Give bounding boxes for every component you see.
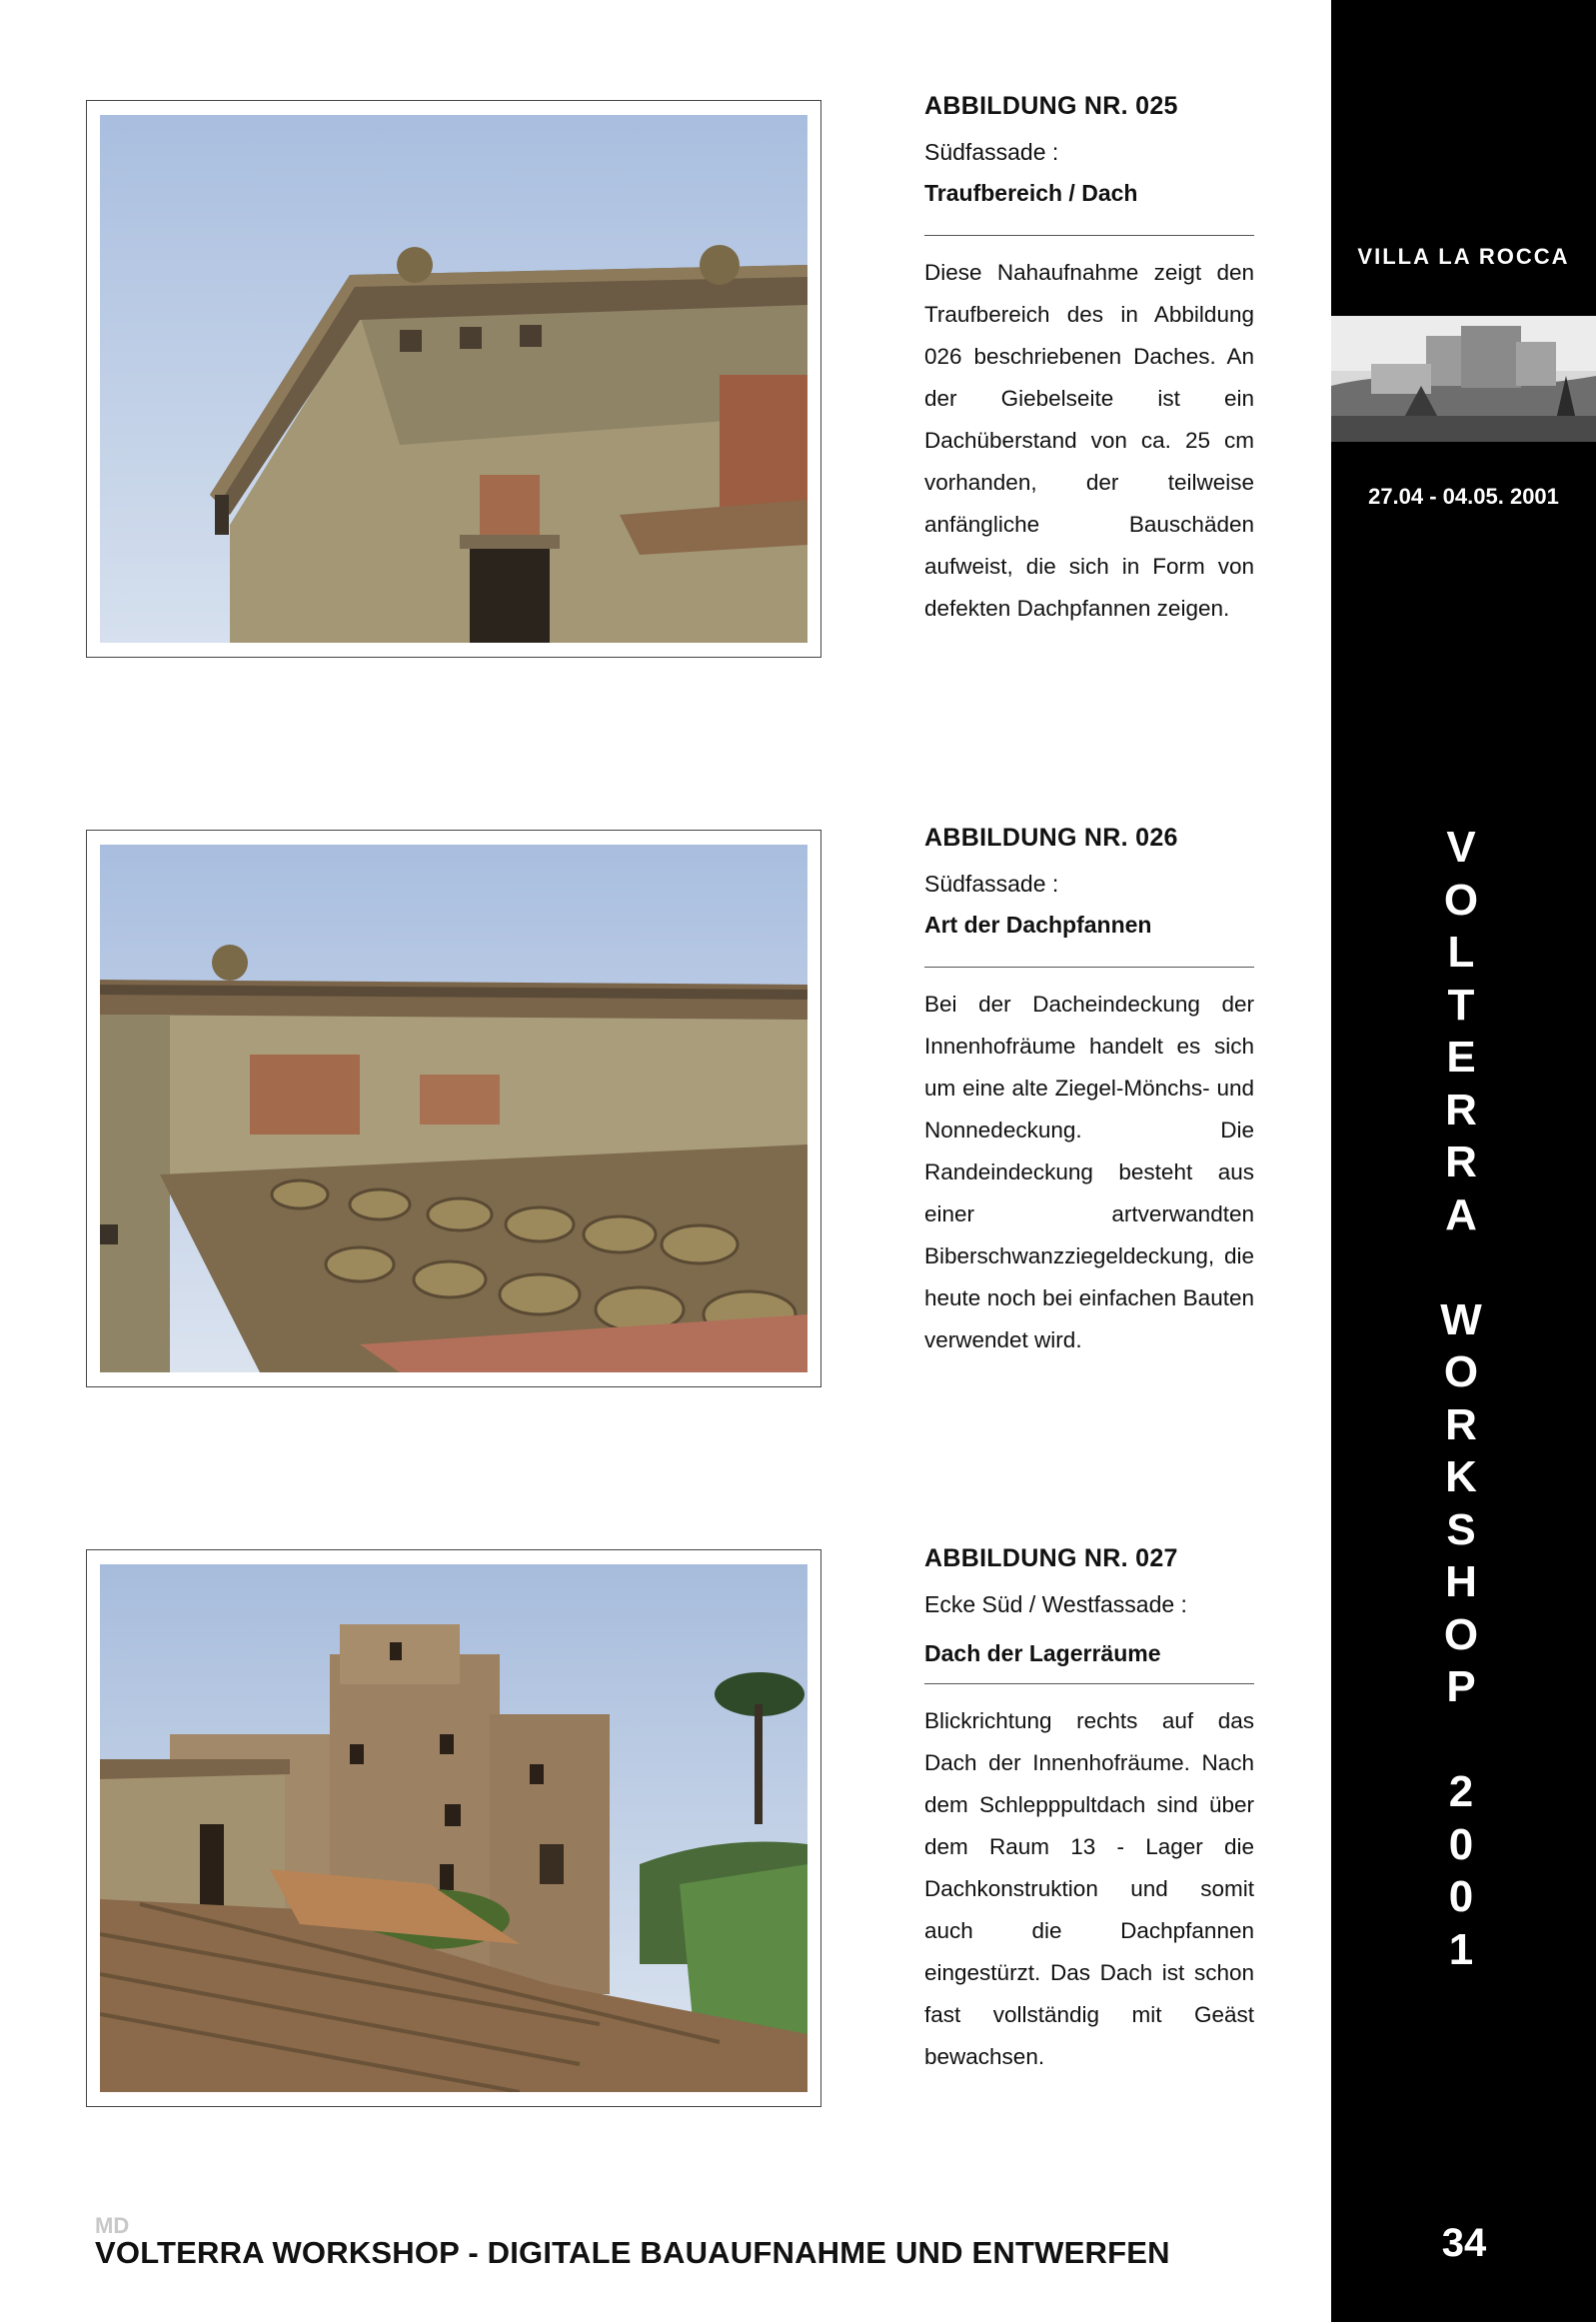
sidebar-villa-title: VILLA LA ROCCA bbox=[1357, 244, 1570, 269]
figure-027-heading: Dach der Lagerräume bbox=[924, 1640, 1161, 1666]
vertical-letter: O bbox=[1443, 1609, 1479, 1659]
figure-026-title: ABBILDUNG NR. 026 bbox=[924, 824, 1178, 852]
figure-025-caption bbox=[924, 92, 1254, 630]
figure-025-heading: Traufbereich / Dach bbox=[924, 180, 1138, 206]
figure-026-subtitle: Südfassade : bbox=[924, 871, 1059, 897]
figure-027-photo-frame bbox=[86, 1549, 821, 2107]
figure-026-photo bbox=[100, 845, 807, 1372]
figure-025-divider bbox=[924, 235, 1254, 236]
vertical-letter: P bbox=[1446, 1662, 1476, 1711]
figure-025-body: Diese Nahaufnahme zeigt den Traufbereich des in Abbildung 026 beschriebenen Daches. An der Giebelseite ist ein Dachüberstand von ca. 25 cm vorhanden, der teilweise anfängliche Bauschäden aufweist, die sich in Form von defekten Dachpfannen zeigen. bbox=[924, 260, 1254, 621]
figure-026-caption bbox=[924, 824, 1254, 1361]
footer-initials: MD bbox=[95, 2213, 130, 2238]
vertical-letter: 0 bbox=[1448, 1872, 1474, 1921]
vertical-letter: V bbox=[1446, 823, 1476, 872]
vertical-letter: 0 bbox=[1448, 1819, 1474, 1869]
figure-025-photo-frame bbox=[86, 100, 821, 658]
vertical-letter: H bbox=[1445, 1557, 1477, 1606]
figure-026-heading: Art der Dachpfannen bbox=[924, 912, 1152, 938]
vertical-letter: S bbox=[1446, 1504, 1476, 1554]
vertical-letter: 2 bbox=[1448, 1767, 1474, 1816]
vertical-letter: O bbox=[1443, 875, 1479, 925]
vertical-letter bbox=[1411, 1241, 1511, 1294]
vertical-letter: W bbox=[1440, 1294, 1482, 1344]
figure-027-title: ABBILDUNG NR. 027 bbox=[924, 1544, 1178, 1572]
figure-027-body: Blickrichtung rechts auf das Dach der Innenhofräume. Nach dem Schlepppultdach sind über dem Raum 13 - Lager die Dachkonstruktion und somit auch die Dachpfannen eingestürzt. Das Dach ist schon fast vollständig mit Geäst bewachsen. bbox=[924, 1708, 1254, 2069]
figure-027-subtitle: Ecke Süd / Westfassade : bbox=[924, 1591, 1187, 1617]
vertical-letter: R bbox=[1445, 1085, 1477, 1135]
vertical-letter: A bbox=[1445, 1189, 1477, 1239]
sidebar-vertical-title bbox=[1411, 822, 1511, 1976]
figure-027-photo bbox=[100, 1564, 807, 2092]
footer-title: VOLTERRA WORKSHOP - DIGITALE BAUAUFNAHME UND ENTWERFEN bbox=[95, 2235, 1170, 2270]
figure-026-divider bbox=[924, 967, 1254, 968]
vertical-letter: R bbox=[1445, 1399, 1477, 1449]
vertical-letter: L bbox=[1447, 928, 1475, 977]
villa-thumbnail-photo bbox=[1331, 316, 1596, 442]
figure-025-photo bbox=[100, 115, 807, 643]
figure-026-photo-frame bbox=[86, 830, 821, 1387]
vertical-letter: R bbox=[1445, 1138, 1477, 1186]
figure-025-title: ABBILDUNG NR. 025 bbox=[924, 92, 1178, 120]
page-number: 34 bbox=[1441, 2221, 1487, 2265]
figure-027-divider bbox=[924, 1683, 1254, 1684]
vertical-letter: 1 bbox=[1448, 1924, 1474, 1974]
vertical-letter: T bbox=[1447, 980, 1475, 1030]
sidebar-date-range: 27.04 - 04.05. 2001 bbox=[1368, 484, 1559, 509]
vertical-letter: E bbox=[1446, 1033, 1476, 1082]
vertical-letter: K bbox=[1445, 1452, 1477, 1501]
figure-026-body: Bei der Dacheindeckung der Innenhofräume handelt es sich um eine alte Ziegel-Mönchs- und Nonnedeckung. Die Randeindeckung besteht aus einer artverwandten Biberschwanzziegeldeckung, die heute noch bei einfachen Bauten verwendet wird. bbox=[924, 992, 1254, 1352]
vertical-letter bbox=[1411, 1714, 1511, 1767]
figure-025-subtitle: Südfassade : bbox=[924, 139, 1059, 165]
vertical-letter: O bbox=[1443, 1347, 1479, 1396]
figure-027-caption bbox=[924, 1544, 1254, 2078]
